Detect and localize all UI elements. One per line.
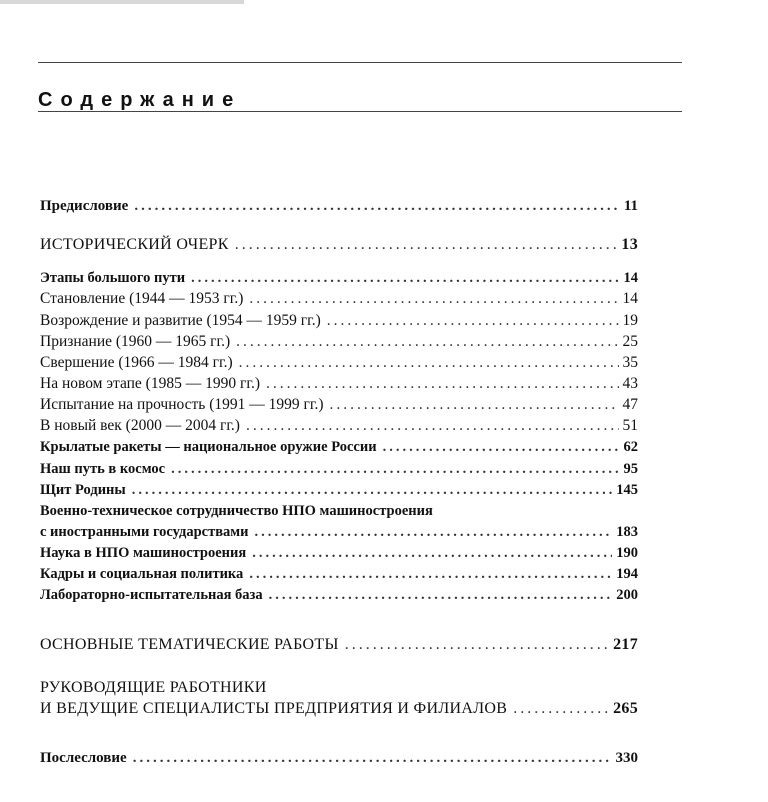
toc-entry-title: Крылатые ракеты — национальное оружие России [40,439,377,455]
toc-entry-page: 47 [622,396,638,413]
toc-entry-stages[interactable] [40,270,638,287]
toc-entry-new-century[interactable] [40,417,638,435]
toc-entry-title: Наш путь в космос [40,461,166,477]
toc-entry-page: 13 [621,236,638,253]
toc-entry-page: 330 [615,750,638,766]
dot-leader [255,524,613,541]
toc-entry-recognition[interactable] [40,333,638,351]
toc-entry-cruise-missiles[interactable] [40,439,638,456]
toc-entry-page: 43 [622,375,638,392]
toc-entry-page: 62 [623,439,638,455]
toc-entry-title: Лабораторно-испытательная база [40,587,263,603]
toc-entry-page: 51 [622,417,638,434]
dot-leader [513,700,609,718]
toc-entry-page: 217 [613,636,638,653]
toc-entry-title: Этапы большого пути [40,270,186,286]
toc-entry-page: 19 [622,312,638,329]
dot-leader [269,587,613,604]
toc-entry-cooperation-line1: Военно-техническое сотрудничество НПО машиностроения [40,503,433,519]
toc-entry-title: Послесловие [40,750,127,766]
toc-entry-page: 145 [616,482,638,498]
dot-leader [266,375,619,393]
toc-section-leaders[interactable] [40,700,638,718]
dot-leader [249,566,612,583]
dot-leader [330,396,619,414]
toc-entry-page: 25 [622,333,638,350]
toc-entry-title: В новый век (2000 — 2004 гг.) [40,417,240,434]
toc-entry-title: Возрождение и развитие (1954 — 1959 гг.) [40,312,321,329]
toc-entry-title: Наука в НПО машиностроения [40,545,247,561]
dot-leader [191,270,619,287]
toc-entry-accomplishment[interactable] [40,354,638,372]
toc-entry-title: Признание (1960 — 1965 гг.) [40,333,231,350]
toc-section-leaders-line1: РУКОВОДЯЩИЕ РАБОТНИКИ [40,679,267,696]
toc-entry-title: Щит Родины [40,482,126,498]
toc-entry-title: Свершение (1966 — 1984 гг.) [40,354,233,371]
toc-section-main-works[interactable] [40,636,638,654]
toc-entry-page: 11 [623,198,638,214]
toc-entry-page: 14 [623,270,638,286]
dot-leader [134,198,620,215]
toc-entry-page: 183 [616,524,638,540]
table-of-contents [40,0,640,802]
toc-entry-page: 190 [616,545,638,561]
dot-leader [239,354,619,372]
toc-entry-endurance-test[interactable] [40,396,638,414]
dot-leader [235,236,618,254]
toc-entry-title: ИСТОРИЧЕСКИЙ ОЧЕРК [40,236,229,253]
toc-entry-title: Становление (1944 — 1953 гг.) [40,290,244,307]
dot-leader [327,312,619,330]
toc-entry-science[interactable] [40,545,638,562]
toc-entry-personnel[interactable] [40,566,638,583]
toc-entry-page: 194 [616,566,638,582]
toc-entry-test-base[interactable] [40,587,638,604]
toc-entry-page: 265 [613,700,638,717]
toc-entry-page: 95 [623,461,638,477]
toc-entry-homeland-shield[interactable] [40,482,638,499]
toc-entry-title: И ВЕДУЩИЕ СПЕЦИАЛИСТЫ ПРЕДПРИЯТИЯ И ФИЛИАЛОВ [40,700,508,717]
toc-entry-afterword[interactable] [40,750,638,767]
toc-entry-page: 14 [622,290,638,307]
toc-entry-formation[interactable] [40,290,638,308]
dot-leader [132,482,613,499]
toc-entry-title: Испытание на прочность (1991 — 1999 гг.) [40,396,324,413]
toc-entry-title: с иностранными государствами [40,524,249,540]
toc-entry-page: 200 [616,587,638,603]
toc-entry-title: ОСНОВНЫЕ ТЕМАТИЧЕСКИЕ РАБОТЫ [40,636,339,653]
dot-leader [345,636,609,654]
toc-entry-new-stage[interactable] [40,375,638,393]
toc-entry-page: 35 [622,354,638,371]
dot-leader [246,417,619,435]
dot-leader [383,439,620,456]
toc-entry-preface[interactable] [40,198,638,215]
dot-leader [133,750,612,767]
page-title: Содержание [38,89,242,111]
toc-entry-cooperation[interactable] [40,524,638,541]
dot-leader [252,545,612,562]
toc-entry-title: На новом этапе (1985 — 1990 гг.) [40,375,260,392]
toc-entry-title: Кадры и социальная политика [40,566,244,582]
dot-leader [249,290,618,308]
toc-entry-revival[interactable] [40,312,638,330]
toc-entry-space-path[interactable] [40,461,638,478]
dot-leader [171,461,619,478]
dot-leader [236,333,618,351]
toc-section-historical-essay[interactable] [40,236,638,254]
toc-entry-title: Предисловие [40,198,129,214]
